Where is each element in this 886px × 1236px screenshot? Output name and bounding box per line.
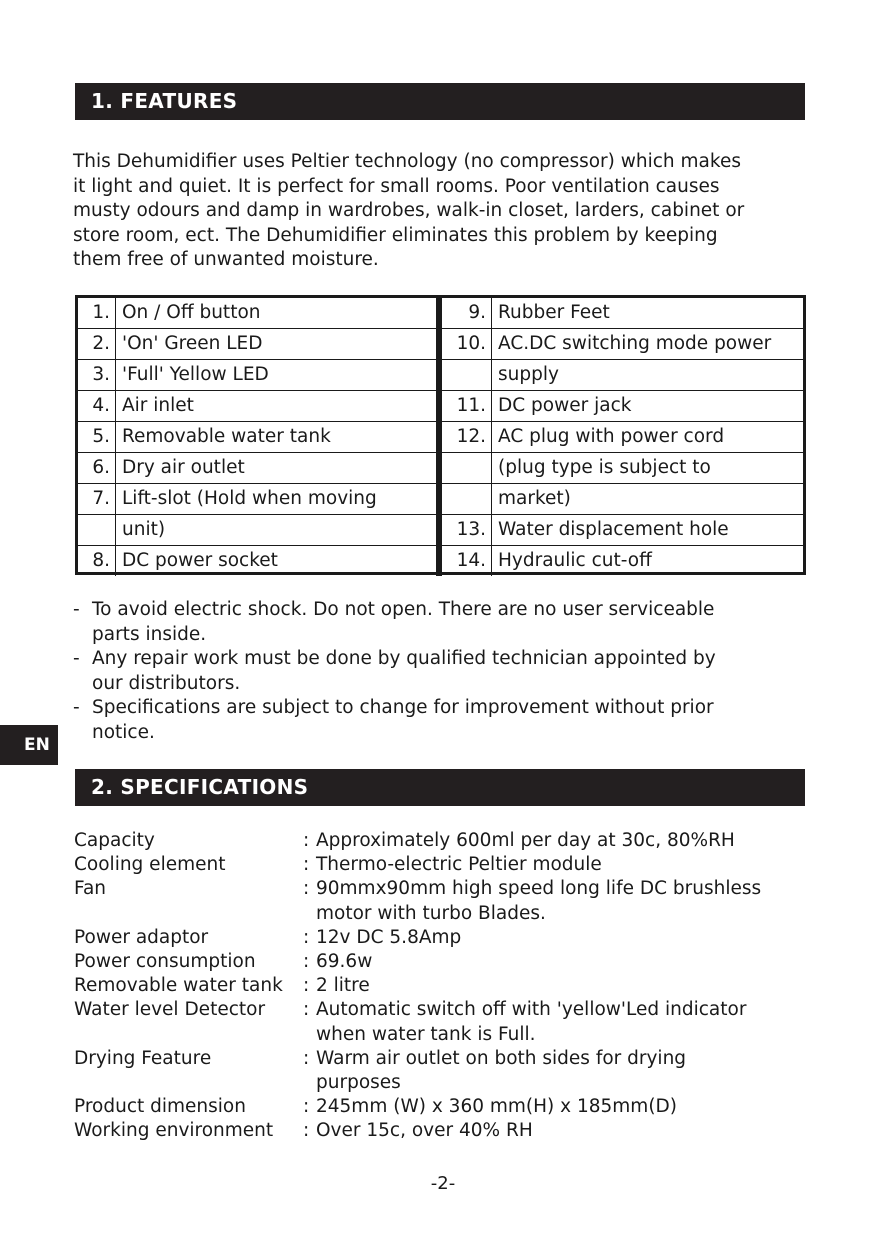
note-line: our distributors. bbox=[92, 672, 241, 694]
spec-label: Cooling element bbox=[74, 854, 226, 876]
spec-value-line: 69.6w bbox=[316, 951, 373, 973]
part-label: (plug type is subject to bbox=[492, 453, 804, 484]
table-row bbox=[441, 298, 804, 329]
part-number: 5. bbox=[78, 422, 116, 453]
page-number: -2- bbox=[430, 1173, 456, 1194]
spec-colon: : bbox=[303, 1047, 310, 1069]
intro-line: store room, ect. The Dehumidifier eliminates this problem by keeping bbox=[73, 224, 718, 246]
spec-colon: : bbox=[303, 1096, 310, 1118]
part-number: 1. bbox=[78, 298, 116, 329]
note-line: Specifications are subject to change for improvement without prior bbox=[92, 697, 714, 718]
note-item bbox=[73, 696, 813, 745]
part-number bbox=[441, 360, 492, 391]
table-row bbox=[441, 546, 804, 577]
specifications-heading: 2. SPECIFICATIONS bbox=[75, 769, 805, 806]
spec-colon: : bbox=[303, 926, 310, 948]
spec-value bbox=[316, 974, 814, 998]
part-number: 7. bbox=[78, 484, 116, 515]
spec-colon: : bbox=[303, 854, 310, 876]
table-row bbox=[78, 453, 438, 484]
note-dash: - bbox=[73, 697, 80, 718]
part-number: 4. bbox=[78, 391, 116, 422]
spec-value bbox=[316, 829, 814, 853]
spec-row bbox=[74, 974, 814, 998]
table-row bbox=[441, 515, 804, 546]
table-row bbox=[78, 298, 438, 329]
part-number: 10. bbox=[441, 329, 492, 360]
spec-label: Working environment bbox=[74, 1120, 274, 1142]
spec-label: Drying Feature bbox=[74, 1047, 212, 1069]
part-label: unit) bbox=[116, 515, 438, 546]
table-row bbox=[78, 422, 438, 453]
part-number bbox=[441, 453, 492, 484]
part-number: 12. bbox=[441, 422, 492, 453]
part-label: 'Full' Yellow LED bbox=[116, 360, 438, 391]
part-label: Hydraulic cut-off bbox=[492, 546, 804, 577]
table-row bbox=[78, 546, 438, 577]
table-row bbox=[78, 484, 438, 515]
spec-value bbox=[316, 1047, 814, 1095]
safety-notes bbox=[73, 598, 813, 745]
spec-colon: : bbox=[303, 830, 310, 851]
spec-row bbox=[74, 1095, 814, 1119]
part-label: Rubber Feet bbox=[492, 298, 804, 329]
spec-value-line: when water tank is Full. bbox=[316, 1023, 536, 1045]
table-row bbox=[441, 391, 804, 422]
spec-row bbox=[74, 926, 814, 950]
parts-table bbox=[75, 295, 806, 575]
spec-value-line: purposes bbox=[316, 1072, 401, 1094]
note-line: notice. bbox=[92, 721, 155, 743]
spec-colon: : bbox=[303, 1120, 310, 1142]
intro-line: it light and quiet. It is perfect for small rooms. Poor ventilation causes bbox=[73, 175, 720, 197]
table-row bbox=[441, 453, 804, 484]
part-label: Air inlet bbox=[116, 391, 438, 422]
part-label: DC power jack bbox=[492, 391, 804, 422]
spec-value-line: 90mmx90mm high speed long life DC brushless bbox=[316, 878, 762, 900]
spec-value bbox=[316, 1095, 814, 1119]
parts-table-left bbox=[78, 298, 439, 576]
spec-value-line: 245mm (W) x 360 mm(H) x 185mm(D) bbox=[316, 1096, 677, 1118]
intro-line: them free of unwanted moisture. bbox=[73, 249, 379, 270]
spec-value-line: motor with turbo Blades. bbox=[316, 902, 546, 924]
table-row bbox=[78, 515, 438, 546]
part-label: supply bbox=[492, 360, 804, 391]
table-row bbox=[78, 391, 438, 422]
part-number: 13. bbox=[441, 515, 492, 546]
spec-label: Removable water tank bbox=[74, 975, 283, 997]
part-label: market) bbox=[492, 484, 804, 515]
table-row bbox=[441, 360, 804, 391]
spec-label: Water level Detector bbox=[74, 999, 266, 1021]
features-heading: 1. FEATURES bbox=[75, 83, 805, 120]
table-row bbox=[441, 484, 804, 515]
spec-value bbox=[316, 877, 814, 925]
spec-row bbox=[74, 1119, 814, 1143]
note-line: parts inside. bbox=[92, 623, 207, 645]
part-label: DC power socket bbox=[116, 546, 438, 577]
note-dash: - bbox=[73, 648, 80, 669]
spec-value-line: Thermo-electric Peltier module bbox=[316, 854, 602, 876]
spec-value bbox=[316, 1119, 814, 1143]
spec-colon: : bbox=[303, 951, 310, 973]
spec-colon: : bbox=[303, 975, 310, 997]
spec-label: Power adaptor bbox=[74, 926, 209, 948]
spec-value bbox=[316, 926, 814, 950]
note-line: Any repair work must be done by qualified technician appointed by bbox=[92, 648, 716, 669]
spec-row bbox=[74, 1047, 814, 1095]
table-row bbox=[78, 329, 438, 360]
table-row bbox=[441, 422, 804, 453]
table-row bbox=[441, 329, 804, 360]
part-label: On / Off button bbox=[116, 298, 438, 329]
part-label: Removable water tank bbox=[116, 422, 438, 453]
spec-row bbox=[74, 853, 814, 877]
note-line: To avoid electric shock. Do not open. There are no user serviceable bbox=[92, 599, 715, 620]
part-label: AC.DC switching mode power bbox=[492, 329, 804, 360]
spec-value-line: 12v DC 5.8Amp bbox=[316, 926, 462, 948]
spec-colon: : bbox=[303, 999, 310, 1021]
part-number: 3. bbox=[78, 360, 116, 391]
part-number bbox=[441, 484, 492, 515]
spec-row bbox=[74, 877, 814, 925]
part-number: 6. bbox=[78, 453, 116, 484]
note-item bbox=[73, 598, 813, 647]
part-label: Water displacement hole bbox=[492, 515, 804, 546]
specifications-table bbox=[74, 829, 814, 1144]
part-number bbox=[78, 515, 116, 546]
part-number: 11. bbox=[441, 391, 492, 422]
part-label: AC plug with power cord bbox=[492, 422, 804, 453]
note-item bbox=[73, 647, 813, 696]
spec-label: Fan bbox=[74, 878, 107, 900]
intro-line: musty odours and damp in wardrobes, walk-in closet, larders, cabinet or bbox=[73, 200, 745, 221]
spec-value-line: 2 litre bbox=[316, 975, 370, 997]
part-number: 14. bbox=[441, 546, 492, 577]
part-label: Dry air outlet bbox=[116, 453, 438, 484]
language-tab: EN bbox=[0, 725, 58, 765]
spec-row bbox=[74, 950, 814, 974]
spec-label: Product dimension bbox=[74, 1096, 246, 1118]
spec-value-line: Approximately 600ml per day at 30c, 80%RH bbox=[316, 830, 735, 851]
parts-table-right bbox=[439, 298, 803, 576]
part-number: 2. bbox=[78, 329, 116, 360]
spec-row bbox=[74, 829, 814, 853]
spec-label: Capacity bbox=[74, 830, 155, 851]
part-label: Lift-slot (Hold when moving bbox=[116, 484, 438, 515]
spec-value-line: Warm air outlet on both sides for drying bbox=[316, 1047, 687, 1069]
spec-label: Power consumption bbox=[74, 951, 256, 973]
spec-value bbox=[316, 853, 814, 877]
part-number: 8. bbox=[78, 546, 116, 577]
spec-value bbox=[316, 998, 814, 1046]
spec-value bbox=[316, 950, 814, 974]
part-label: 'On' Green LED bbox=[116, 329, 438, 360]
spec-colon: : bbox=[303, 878, 310, 900]
features-intro bbox=[73, 150, 813, 273]
spec-value-line: Automatic switch off with 'yellow'Led indicator bbox=[316, 999, 747, 1021]
table-row bbox=[78, 360, 438, 391]
spec-value-line: Over 15c, over 40% RH bbox=[316, 1120, 533, 1142]
intro-line: This Dehumidifier uses Peltier technology (no compressor) which makes bbox=[73, 151, 741, 172]
spec-row bbox=[74, 998, 814, 1046]
note-dash: - bbox=[73, 599, 80, 620]
part-number: 9. bbox=[441, 298, 492, 329]
